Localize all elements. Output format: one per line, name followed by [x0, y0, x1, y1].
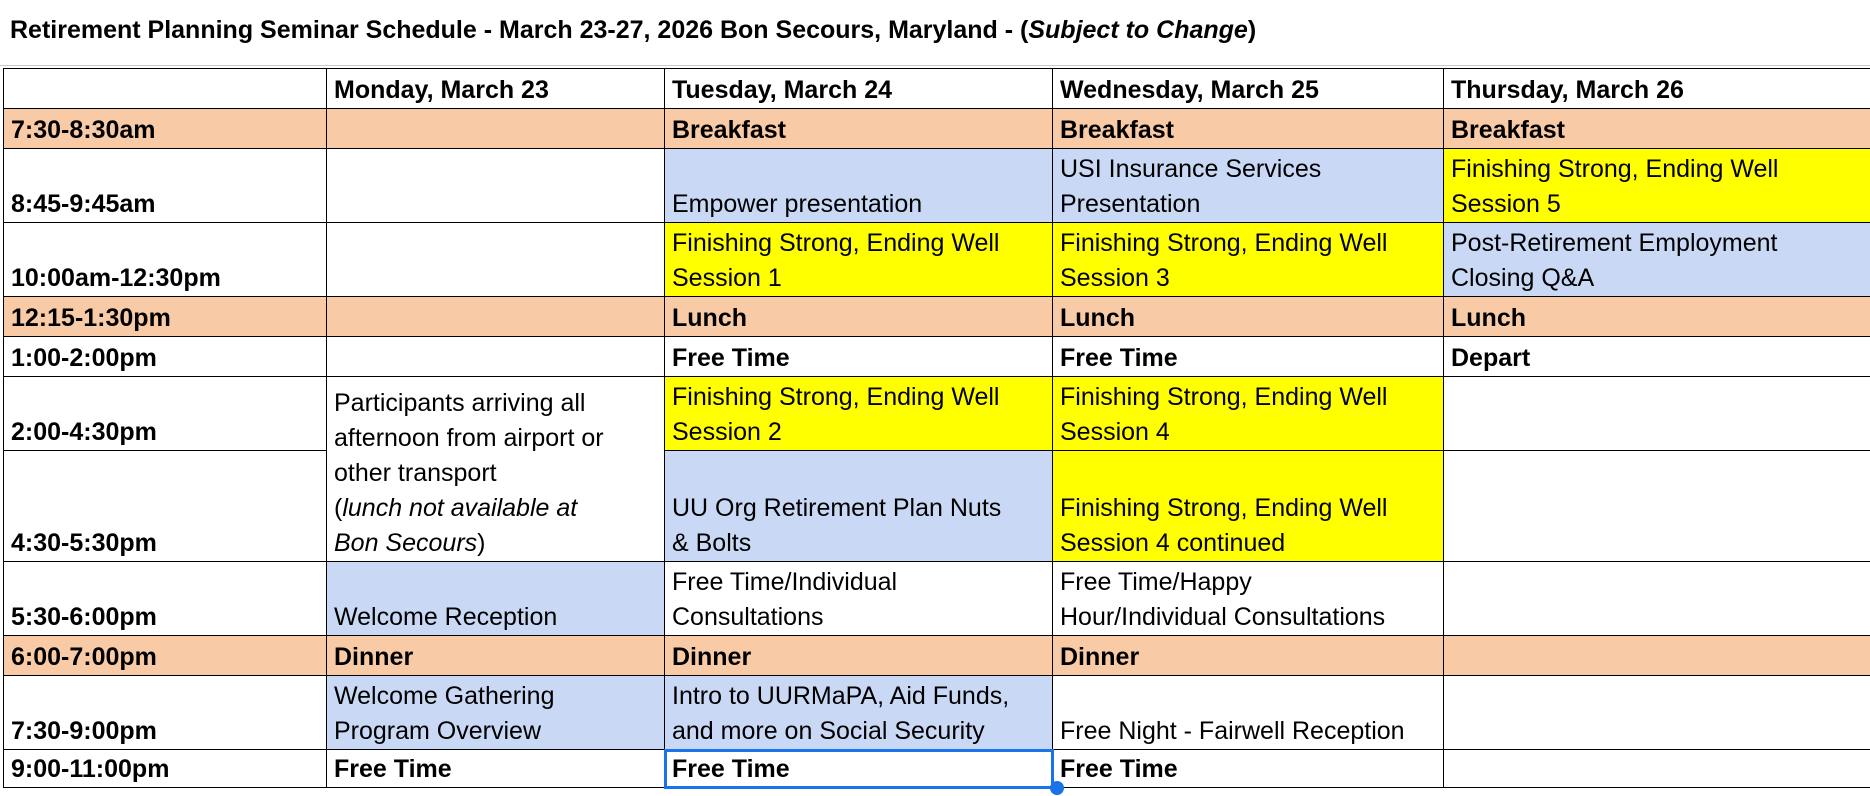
- schedule-cell[interactable]: [1444, 562, 1870, 636]
- cell-line: Free Time/Individual: [672, 568, 898, 596]
- schedule-cell[interactable]: [1444, 636, 1870, 676]
- cell-line: other transport: [334, 459, 497, 487]
- header-corner-cell[interactable]: [4, 69, 327, 109]
- schedule-cell[interactable]: [665, 377, 1053, 451]
- cell-line: Finishing Strong, Ending Well: [672, 229, 1000, 257]
- schedule-cell[interactable]: Dinner: [1053, 636, 1444, 676]
- cell-line: Finishing Strong, Ending Well: [1060, 494, 1388, 522]
- time-cell[interactable]: 7:30-9:00pm: [4, 676, 327, 750]
- schedule-cell[interactable]: [1444, 676, 1870, 750]
- schedule-cell[interactable]: [1053, 149, 1444, 223]
- title-bar: [0, 0, 1870, 66]
- schedule-cell[interactable]: Dinner: [327, 636, 665, 676]
- schedule-cell[interactable]: Free Night - Fairwell Reception: [1053, 676, 1444, 750]
- day-header-thursday[interactable]: Thursday, March 26: [1444, 69, 1870, 109]
- schedule-cell[interactable]: [1053, 223, 1444, 297]
- cell-line: Intro to UURMaPA, Aid Funds,: [672, 682, 1010, 710]
- cell-line: and more on Social Security: [672, 717, 985, 745]
- cell-line: Session 5: [1451, 190, 1561, 218]
- time-cell[interactable]: 9:00-11:00pm: [4, 750, 327, 788]
- table-row: [4, 562, 1870, 636]
- table-row: [4, 337, 1870, 377]
- cell-line: Free Time/Happy: [1060, 568, 1252, 596]
- day-header-monday[interactable]: Monday, March 23: [327, 69, 665, 109]
- schedule-cell[interactable]: [1444, 223, 1870, 297]
- cell-line: afternoon from airport or: [334, 424, 604, 452]
- schedule-cell[interactable]: Depart: [1444, 337, 1870, 377]
- schedule-cell[interactable]: [1444, 750, 1870, 788]
- cell-line: & Bolts: [672, 529, 752, 557]
- schedule-cell[interactable]: Welcome Reception: [327, 562, 665, 636]
- cell-line: Closing Q&A: [1451, 264, 1595, 292]
- schedule-cell[interactable]: Free Time: [1053, 750, 1444, 788]
- cell-line: Finishing Strong, Ending Well: [1060, 383, 1388, 411]
- schedule-cell[interactable]: [327, 149, 665, 223]
- schedule-cell[interactable]: [665, 451, 1053, 562]
- schedule-cell[interactable]: Free Time: [1053, 337, 1444, 377]
- schedule-cell[interactable]: Breakfast: [665, 109, 1053, 149]
- schedule-cell[interactable]: [1053, 562, 1444, 636]
- table-row: [4, 223, 1870, 297]
- cell-line: Session 2: [672, 418, 782, 446]
- table-row: [4, 377, 1870, 451]
- cell-line: Bon Secours): [334, 529, 486, 557]
- cell-line: Finishing Strong, Ending Well: [672, 383, 1000, 411]
- header-row: [4, 69, 1870, 109]
- cell-line: USI Insurance Services: [1060, 155, 1322, 183]
- cell-line: UU Org Retirement Plan Nuts: [672, 494, 1002, 522]
- time-cell[interactable]: 12:15-1:30pm: [4, 297, 327, 337]
- schedule-cell[interactable]: Free Time: [665, 337, 1053, 377]
- selected-cell[interactable]: Free Time: [665, 750, 1053, 788]
- time-cell[interactable]: 5:30-6:00pm: [4, 562, 327, 636]
- schedule-cell[interactable]: Free Time: [327, 750, 665, 788]
- schedule-cell[interactable]: Empower presentation: [665, 149, 1053, 223]
- cell-line: Session 4 continued: [1060, 529, 1286, 557]
- time-cell[interactable]: 7:30-8:30am: [4, 109, 327, 149]
- table-row: [4, 750, 1870, 788]
- cell-line: (lunch not available at: [334, 494, 578, 522]
- cell-line: Welcome Gathering: [334, 682, 555, 710]
- cell-line: Finishing Strong, Ending Well: [1060, 229, 1388, 257]
- schedule-cell-arrivals[interactable]: [327, 377, 665, 562]
- day-header-tuesday[interactable]: Tuesday, March 24: [665, 69, 1053, 109]
- schedule-cell[interactable]: [1053, 377, 1444, 451]
- cell-line: Consultations: [672, 603, 824, 631]
- cell-line: Session 4: [1060, 418, 1170, 446]
- schedule-cell[interactable]: [327, 223, 665, 297]
- time-cell[interactable]: 6:00-7:00pm: [4, 636, 327, 676]
- table-row: [4, 109, 1870, 149]
- cell-line: Participants arriving all: [334, 389, 586, 417]
- cell-line: Post-Retirement Employment: [1451, 229, 1778, 257]
- cell-line: Presentation: [1060, 190, 1201, 218]
- selection-fill-handle[interactable]: [1050, 781, 1064, 795]
- schedule-cell[interactable]: [327, 676, 665, 750]
- schedule-cell[interactable]: [327, 109, 665, 149]
- cell-line: Session 3: [1060, 264, 1170, 292]
- schedule-table: [3, 68, 1870, 788]
- schedule-cell[interactable]: Lunch: [1053, 297, 1444, 337]
- schedule-cell[interactable]: [665, 223, 1053, 297]
- table-row: [4, 636, 1870, 676]
- cell-line: Hour/Individual Consultations: [1060, 603, 1386, 631]
- schedule-cell[interactable]: [327, 337, 665, 377]
- schedule-cell[interactable]: [665, 562, 1053, 636]
- page-title: Retirement Planning Seminar Schedule - March 23-27, 2026 Bon Secours, Maryland - (Subject to Change): [10, 16, 1257, 44]
- day-header-wednesday[interactable]: Wednesday, March 25: [1053, 69, 1444, 109]
- table-row: [4, 297, 1870, 337]
- schedule-cell[interactable]: [1053, 451, 1444, 562]
- cell-line: Session 1: [672, 264, 782, 292]
- cell-line: Program Overview: [334, 717, 541, 745]
- table-row: [4, 676, 1870, 750]
- schedule-cell[interactable]: [1444, 149, 1870, 223]
- schedule-cell[interactable]: Breakfast: [1053, 109, 1444, 149]
- cell-line: Finishing Strong, Ending Well: [1451, 155, 1779, 183]
- time-cell[interactable]: 8:45-9:45am: [4, 149, 327, 223]
- table-row: [4, 451, 1870, 562]
- time-cell[interactable]: 2:00-4:30pm: [4, 377, 327, 451]
- schedule-cell[interactable]: Lunch: [1444, 297, 1870, 337]
- schedule-cell[interactable]: [665, 676, 1053, 750]
- table-row: [4, 149, 1870, 223]
- time-cell[interactable]: 10:00am-12:30pm: [4, 223, 327, 297]
- time-cell[interactable]: 4:30-5:30pm: [4, 451, 327, 562]
- schedule-cell[interactable]: [1444, 451, 1870, 562]
- schedule-cell[interactable]: Dinner: [665, 636, 1053, 676]
- schedule-cell[interactable]: Lunch: [665, 297, 1053, 337]
- schedule-cell[interactable]: Breakfast: [1444, 109, 1870, 149]
- schedule-cell[interactable]: [327, 297, 665, 337]
- time-cell[interactable]: 1:00-2:00pm: [4, 337, 327, 377]
- schedule-cell[interactable]: [1444, 377, 1870, 451]
